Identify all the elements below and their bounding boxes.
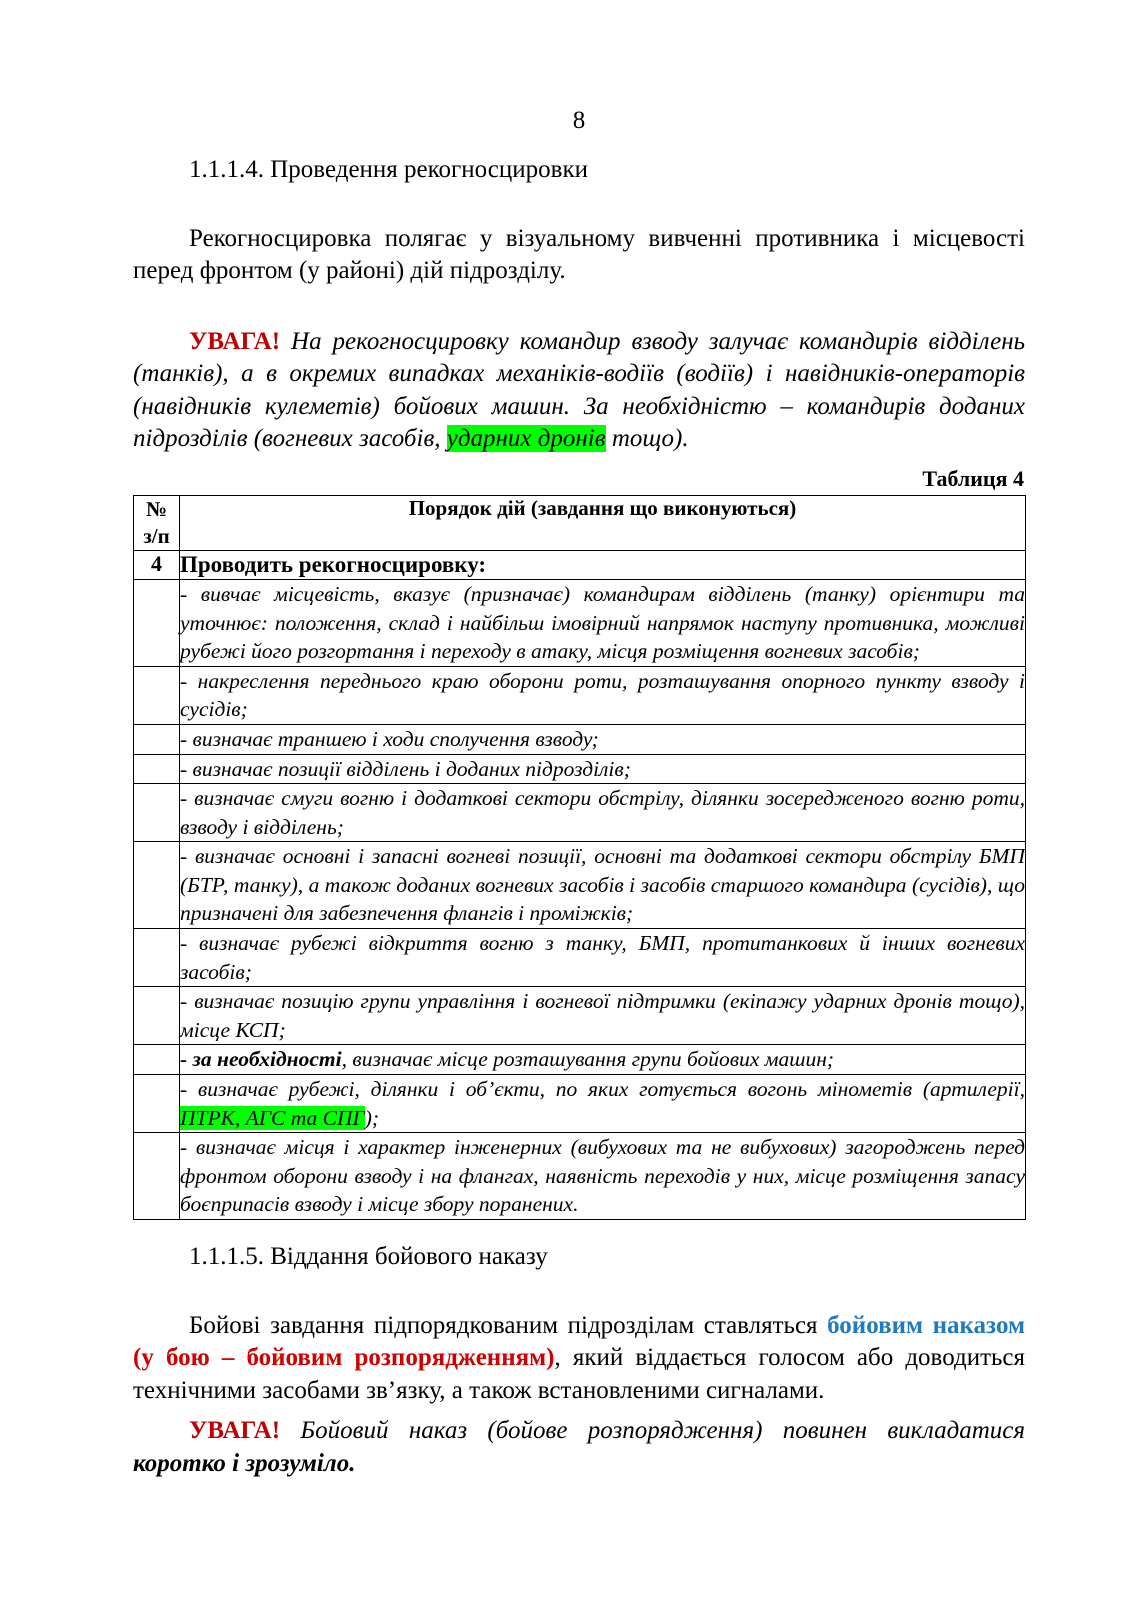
row-number-blank [134,1075,180,1133]
attention-label-2: УВАГА! [189,1417,281,1445]
row-title-cell: Проводить рекогносцировку: [180,551,1026,580]
row-number-blank [134,754,180,784]
table-item-3: - визначає траншею і ходи сполучення взводу; [180,724,1026,754]
row-number-blank [134,1045,180,1075]
attention-italic-text-2: Бойовий наказ (бойове розпорядження) повинен викладатися [300,1417,1026,1445]
table-item-2: - накреслення переднього краю оборони роти, розташування опорного пункту взводу і сусідів; [180,666,1026,724]
table-row-title [134,551,1026,580]
row-number-blank [134,842,180,929]
table-row [134,1133,1026,1220]
table-header-row [134,495,1026,551]
highlighted-text-ptrk: ПТРК, АГС та СПГ [180,1105,365,1130]
battle-order-part2: , який віддається голосом або доводиться технічними засобами зв’язку, а також встановленими сигналами. [133,1344,1025,1404]
table-header-body: Порядок дій (завдання що виконуються) [180,495,1026,551]
table-row [134,1045,1026,1075]
table-row [134,987,1026,1045]
attention-paragraph-2 [133,1415,1025,1480]
table-item-10-text-after: ); [364,1105,380,1130]
table-item-7: - визначає рубежі відкриття вогню з танку, БМП, протитанкових й інших вогневих засобів; [180,929,1026,987]
table-header-number [134,495,180,551]
row-number-blank [134,666,180,724]
table-row [134,754,1026,784]
table-item-11: - визначає місця і характер інженерних (вибухових та не вибухових) загороджень перед фронтом оборони взводу і на флангах, наявність переходів у них, місце розміщення запасу боєприпасів взводу і місце збору поранених. [180,1133,1026,1220]
battle-order-blue-text: бойовим наказом [827,1311,1025,1339]
row-number-blank [134,579,180,666]
attention-bold-italic-text-2: коротко і зрозуміло. [133,1449,356,1477]
table-item-4: - визначає позиції відділень і доданих підрозділів; [180,754,1026,784]
table-row [134,784,1026,842]
attention-label-1: УВАГА! [189,327,281,355]
battle-order-paragraph [133,1310,1025,1408]
attention-paragraph-1 [133,326,1025,456]
highlighted-text-drones: ударних дронів [446,425,606,453]
row-number-blank [134,724,180,754]
table-item-10 [180,1075,1026,1133]
row-number-blank [134,929,180,987]
section-heading-1114: 1.1.1.4. Проведення рекогносцировки [189,156,588,183]
table-item-8: - визначає позицію групи управління і вогневої підтримки (екіпажу ударних дронів тощо), місце КСП; [180,987,1026,1045]
page-content [133,0,1025,1480]
row-number-blank [134,784,180,842]
battle-order-red-text: (у бою – бойовим розпорядженням) [133,1344,555,1372]
battle-order-part1: Бойові завдання підпорядкованим підрозділам ставляться [189,1311,828,1339]
table-item-10-text-before: - визначає рубежі, ділянки і об’єкти, по яких готується вогонь мінометів (артилерії, [180,1077,1025,1102]
row-number-blank [134,1133,180,1220]
page-number: 8 [572,107,586,134]
table-item-9-bold-prefix: - за необхідності [180,1047,342,1072]
section-heading-1115: 1.1.1.5. Віддання бойового наказу [189,1243,548,1270]
table-item-6: - визначає основні і запасні вогневі позиції, основні та додаткові сектори обстрілу БМП (БТР, танку), а також доданих вогневих засобів і засобів старшого командира (сусідів), що призначені для забезпечення флангів і проміжків; [180,842,1026,929]
table-row [134,724,1026,754]
table-row [134,666,1026,724]
table-row [134,842,1026,929]
attention-text-before-1: На рекогносцировку командир взводу залучає командирів відділень (танків), а в окремих випадках механіків-водіїв (водіїв) і навідників-операторів (навідників кулеметів) бойових машин. За необхідністю – командирів доданих підрозділів (вогневих засобів, [133,327,1025,453]
row-number-blank [134,987,180,1045]
table-item-1: - вивчає місцевість, вказує (призначає) командирам відділень (танку) орієнтири та уточнює: положення, склад і найбільш імовірний напрямок наступу противника, можливі рубежі його розгортання і переходу в атаку, місця розміщення вогневих засобів; [180,579,1026,666]
row-number-cell: 4 [134,551,180,580]
table-row [134,929,1026,987]
attention-text-after-1: тощо). [605,425,689,453]
intro-paragraph: Рекогносцировка полягає у візуальному вивченні противника і місцевості перед фронтом (у районі) дій підрозділу. [133,224,1025,285]
table-row [134,1075,1026,1133]
table-row [134,579,1026,666]
table-item-9 [180,1045,1026,1075]
table-item-9-text: , визначає місце розташування групи бойових машин; [341,1047,835,1072]
table-item-5: - визначає смуги вогню і додаткові сектори обстрілу, ділянки зосередженого вогню роти, взводу і відділень; [180,784,1026,842]
header-num-line2: з/п [143,524,170,549]
order-of-actions-table [133,495,1026,1220]
table-caption: Таблиця 4 [922,465,1024,491]
header-num-line1: № [145,496,168,521]
